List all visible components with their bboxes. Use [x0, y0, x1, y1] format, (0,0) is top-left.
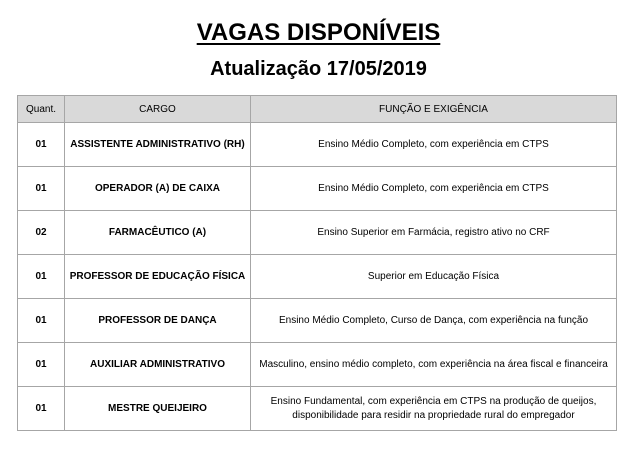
update-date: Atualização 17/05/2019 [210, 58, 427, 80]
cargo-cell: OPERADOR (A) DE CAIXA [65, 167, 251, 211]
quantity-cell: 02 [18, 211, 65, 255]
funcao-cell: Masculino, ensino médio completo, com experiência na área fiscal e financeira [251, 343, 617, 387]
table-row [18, 255, 617, 299]
page-title: VAGAS DISPONÍVEIS [196, 19, 441, 46]
funcao-cell: Ensino Fundamental, com experiência em CTPS na produção de queijos, disponibilidade para residir na propriedade rural do empregador [251, 387, 617, 431]
funcao-cell: Ensino Médio Completo, com experiência em CTPS [251, 123, 617, 167]
cargo-cell: PROFESSOR DE DANÇA [65, 299, 251, 343]
quantity-cell: 01 [18, 167, 65, 211]
funcao-cell: Superior em Educação Física [251, 255, 617, 299]
funcao-cell: Ensino Médio Completo, com experiência em CTPS [251, 167, 617, 211]
table-row [18, 343, 617, 387]
cargo-cell: FARMACÊUTICO (A) [65, 211, 251, 255]
cargo-cell: ASSISTENTE ADMINISTRATIVO (RH) [65, 123, 251, 167]
table-row [18, 387, 617, 431]
cargo-cell: AUXILIAR ADMINISTRATIVO [65, 343, 251, 387]
column-header-cargo: CARGO [65, 96, 251, 123]
vacancies-table [17, 95, 617, 431]
quantity-cell: 01 [18, 343, 65, 387]
quantity-cell: 01 [18, 299, 65, 343]
table-row [18, 299, 617, 343]
funcao-cell: Ensino Superior em Farmácia, registro ativo no CRF [251, 211, 617, 255]
table-row [18, 211, 617, 255]
quantity-cell: 01 [18, 123, 65, 167]
quantity-cell: 01 [18, 255, 65, 299]
funcao-cell: Ensino Médio Completo, Curso de Dança, com experiência na função [251, 299, 617, 343]
table-row [18, 167, 617, 211]
column-header-funcao: FUNÇÃO E EXIGÊNCIA [251, 96, 617, 123]
quantity-cell: 01 [18, 387, 65, 431]
cargo-cell: PROFESSOR DE EDUCAÇÃO FÍSICA [65, 255, 251, 299]
column-header-quantity: Quant. [18, 96, 65, 123]
table-header-row [18, 96, 617, 123]
table-row [18, 123, 617, 167]
cargo-cell: MESTRE QUEIJEIRO [65, 387, 251, 431]
